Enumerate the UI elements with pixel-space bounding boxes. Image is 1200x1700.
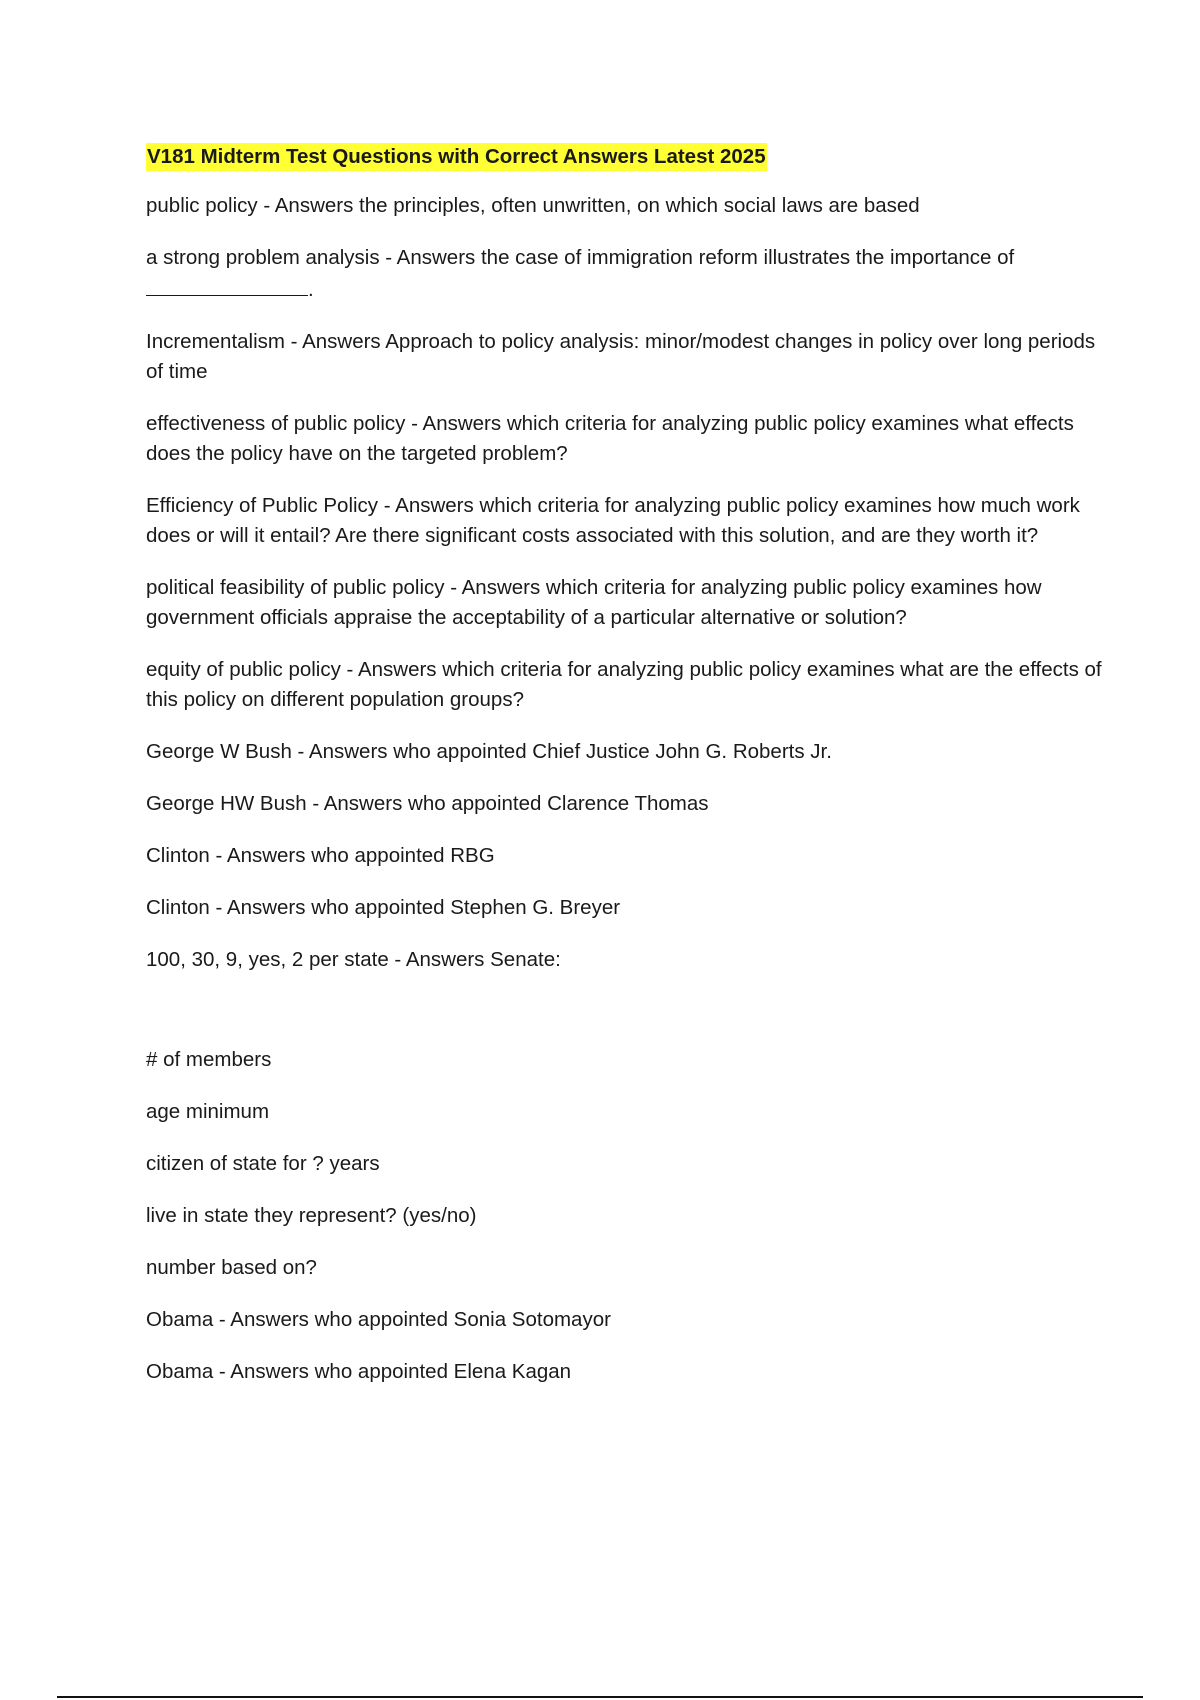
fill-in-blank: [146, 273, 308, 296]
qa-entry-problem-analysis: [146, 243, 1106, 305]
document-body: [146, 143, 1106, 1387]
page-bottom-rule: [57, 1696, 1143, 1698]
senate-item-number-basis: number based on?: [146, 1256, 317, 1279]
qa-entry-kagan: Obama - Answers who appointed Elena Kagan: [146, 1360, 572, 1383]
qa-entry-roberts: George W Bush - Answers who appointed Chief Justice John G. Roberts Jr.: [146, 740, 832, 763]
qa-entry-sotomayor: Obama - Answers who appointed Sonia Sotomayor: [146, 1308, 611, 1331]
qa-entry-equity: equity of public policy - Answers which criteria for analyzing public policy examines what are the effects of this policy on different population groups?: [146, 658, 1102, 711]
senate-item-age: age minimum: [146, 1100, 270, 1123]
senate-item-citizen: citizen of state for ? years: [146, 1152, 380, 1175]
qa-entry-effectiveness: effectiveness of public policy - Answers which criteria for analyzing public policy examines what effects does the policy have on the targeted problem?: [146, 412, 1074, 465]
document-title: V181 Midterm Test Questions with Correct Answers Latest 2025: [146, 143, 767, 171]
qa-entry-text-end: .: [308, 278, 314, 301]
qa-entry-thomas: George HW Bush - Answers who appointed Clarence Thomas: [146, 792, 709, 815]
qa-entry-breyer: Clinton - Answers who appointed Stephen G. Breyer: [146, 896, 621, 919]
qa-entry-efficiency: Efficiency of Public Policy - Answers which criteria for analyzing public policy examines how much work does or will it entail? Are there significant costs associated with this solution, and are they worth it?: [146, 494, 1080, 547]
qa-entry-incrementalism: Incrementalism - Answers Approach to policy analysis: minor/modest changes in policy over long periods of time: [146, 330, 1096, 383]
qa-entry-rbg: Clinton - Answers who appointed RBG: [146, 844, 495, 867]
qa-entry-political-feasibility: political feasibility of public policy - Answers which criteria for analyzing public policy examines how government officials appraise the acceptability of a particular alternative or solution?: [146, 576, 1042, 629]
senate-item-members: # of members: [146, 1048, 272, 1071]
qa-entry-text: a strong problem analysis - Answers the case of immigration reform illustrates the importance of: [146, 246, 1015, 269]
qa-entry-public-policy: public policy - Answers the principles, often unwritten, on which social laws are based: [146, 194, 920, 217]
qa-entry-senate: 100, 30, 9, yes, 2 per state - Answers Senate:: [146, 948, 561, 971]
title-row: [146, 143, 1106, 175]
senate-item-residence: live in state they represent? (yes/no): [146, 1204, 477, 1227]
